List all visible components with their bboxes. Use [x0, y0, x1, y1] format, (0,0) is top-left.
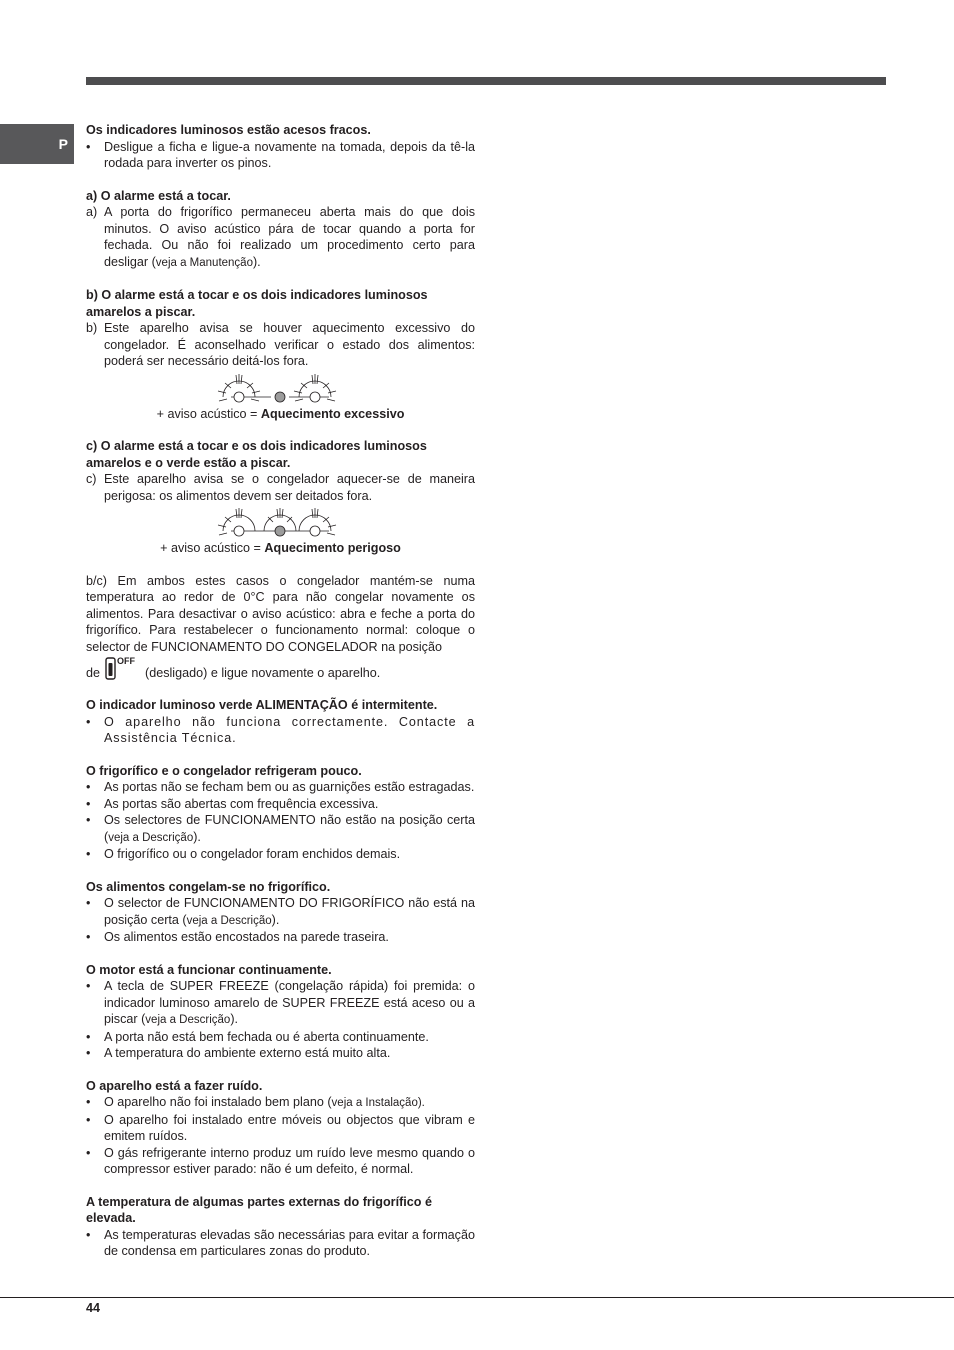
list-item-text: A porta não está bem fechada ou é aberta continuamente.: [104, 1029, 429, 1044]
list-item: • As portas não se fecham bem ou as guarnições estão estragadas.: [86, 780, 475, 794]
list-item-text: O selector de FUNCIONAMENTO DO FRIGORÍFICO não está na posição certa (: [104, 896, 475, 927]
selector-off-icon: [103, 655, 143, 681]
list-item-text: Este aparelho avisa se houver aquecimento excessivo do congelador. É aconselhado verificar o estado dos alimentos: poderá ser necessário deitá-los fora.: [104, 321, 475, 368]
list-item: • As portas são abertas com frequência excessiva.: [86, 796, 379, 811]
list-item-text: Este aparelho avisa se o congelador aquecer-se de maneira perigosa: os alimentos devem ser deitados fora.: [104, 472, 475, 503]
blinking-led-icon: [216, 505, 346, 539]
section-heading: O frigorífico e o congelador refrigeram pouco.: [86, 763, 362, 778]
list-item: a) A porta do frigorífico permaneceu aberta mais do que dois minutos. O aviso acústico pára de tocar quando a porta for fechada. Ou não foi realizado um procedimento certo para desligar (veja a Manutenção).: [86, 205, 475, 269]
paragraph-continued: de OFF (desligado) e ligue novamente o aparelho.: [86, 656, 381, 680]
list-item: • A tecla de SUPER FREEZE (congelação rápida) foi premida: o indicador luminoso amarelo de SUPER FREEZE está aceso ou a piscar (veja a Descrição).: [86, 979, 475, 1026]
paragraph: b/c) Em ambos estes casos o congelador mantém-se numa temperatura ao redor de 0°C para não congelar novamente os alimentos. Para desactivar o aviso acústico: abra e feche a porta do frigorífico. Para restabelecer o funcionamento normal: coloque o selector de FUNCIONAMENTO DO CONGELADOR na posição: [86, 573, 475, 654]
list-item: • O aparelho não funciona correctamente. Contacte a Assistência Técnica.: [86, 714, 475, 745]
caption-bold: Aquecimento excessivo: [260, 406, 405, 421]
language-tab: P: [0, 124, 74, 164]
list-item: [86, 471, 475, 504]
section-heading: O aparelho está a fazer ruído.: [86, 1078, 263, 1093]
section-heading: Os indicadores luminosos estão acesos fracos.: [86, 123, 371, 137]
cross-reference: veja a Descrição: [108, 831, 194, 844]
cross-reference: veja a Instalação).: [331, 1097, 425, 1109]
off-label: OFF: [117, 656, 136, 666]
list-item-text: O frigorífico ou o congelador foram enchidos demais.: [104, 847, 401, 861]
blinking-led-icon: [216, 371, 346, 405]
cross-reference: veja a Descrição: [145, 1014, 231, 1026]
section-heading: a) O alarme está a tocar.: [86, 188, 231, 203]
item-marker: c): [86, 472, 97, 486]
list-item: • O frigorífico ou o congelador foram enchidos demais.: [86, 847, 401, 861]
troubleshooting-column: [86, 122, 475, 1260]
section-heading: Os alimentos congelam-se no frigorífico.: [86, 879, 331, 894]
list-item-text: O aparelho foi instalado entre móveis ou objectos que vibram e emitem ruídos.: [104, 1112, 475, 1143]
list-item: [86, 139, 475, 172]
list-item-text: A porta do frigorífico permaneceu aberta mais do que dois minutos. O aviso acústico pára de tocar quando a porta for fechada. Ou não foi realizado um procedimento certo para desligar (: [104, 205, 475, 269]
list-item: • O aparelho não foi instalado bem plano (veja a Instalação).: [86, 1095, 425, 1109]
list-item-text: A tecla de SUPER FREEZE (congelação rápida) foi premida: o indicador luminoso amarelo de SUPER FREEZE está aceso ou a piscar (: [104, 979, 475, 1026]
item-marker: b): [86, 321, 98, 335]
item-marker: a): [86, 205, 98, 219]
list-item-text: Os selectores de FUNCIONAMENTO não estão na posição certa (: [104, 813, 475, 844]
section-heading: c) O alarme está a tocar e os dois indicadores luminosos amarelos e o verde estão a piscar.: [86, 439, 427, 470]
list-item-text: Os alimentos estão encostados na parede traseira.: [104, 930, 389, 944]
cross-reference: veja a Descrição: [186, 914, 272, 927]
bottom-rule: [0, 1297, 954, 1298]
list-item: • O aparelho foi instalado entre móveis ou objectos que vibram e emitem ruídos.: [86, 1112, 475, 1143]
section-heading: O motor está a funcionar continuamente.: [86, 962, 332, 977]
indicator-figure-excessive: [86, 371, 475, 405]
figure-caption: + aviso acústico = Aquecimento perigoso: [160, 541, 401, 555]
list-item-text: O aparelho não foi instalado bem plano (: [104, 1095, 332, 1109]
list-item-text: As temperaturas elevadas são necessárias para evitar a formação de condensa em particulares zonas do produto.: [104, 1227, 475, 1258]
bullet: •: [86, 139, 91, 154]
indicator-figure-dangerous: [86, 505, 475, 539]
list-item: • O selector de FUNCIONAMENTO DO FRIGORÍFICO não está na posição certa (veja a Descrição).: [86, 896, 475, 927]
top-rule: [86, 77, 886, 85]
list-item-text: A temperatura do ambiente externo está muito alta.: [104, 1046, 391, 1060]
list-item: • A temperatura do ambiente externo está muito alta.: [86, 1046, 391, 1060]
list-item-text: O gás refrigerante interno produz um ruído leve mesmo quando o compressor estiver parado: não é um defeito, é normal.: [104, 1145, 475, 1176]
list-item-text: O aparelho não funciona correctamente. Contacte a Assistência Técnica.: [104, 714, 475, 745]
figure-caption: + aviso acústico = Aquecimento excessivo: [156, 406, 405, 421]
caption-bold: Aquecimento perigoso: [264, 541, 401, 555]
cross-reference: veja a Manutenção: [155, 256, 253, 269]
list-item-text: As portas não se fecham bem ou as guarnições estão estragadas.: [104, 780, 475, 794]
list-item: • Os alimentos estão encostados na parede traseira.: [86, 930, 389, 944]
list-item-text: Desligue a ficha e ligue-a novamente na tomada, depois da tê-la rodada para inverter os pinos.: [104, 139, 475, 170]
page-number: 44: [86, 1301, 101, 1315]
list-item: • Os selectores de FUNCIONAMENTO não estão na posição certa (veja a Descrição).: [86, 813, 475, 844]
section-heading: A temperatura de algumas partes externas do frigorífico é elevada.: [86, 1194, 432, 1225]
list-item-text: As portas são abertas com frequência excessiva.: [104, 796, 379, 811]
list-item: • As temperaturas elevadas são necessárias para evitar a formação de condensa em particulares zonas do produto.: [86, 1227, 475, 1258]
list-item: • A porta não está bem fechada ou é aberta continuamente.: [86, 1029, 429, 1044]
section-heading: O indicador luminoso verde ALIMENTAÇÃO é intermitente.: [86, 698, 438, 712]
list-item: [86, 320, 475, 370]
section-heading: b) O alarme está a tocar e os dois indicadores luminosos amarelos a piscar.: [86, 288, 428, 319]
list-item: • O gás refrigerante interno produz um ruído leve mesmo quando o compressor estiver parado: não é um defeito, é normal.: [86, 1145, 475, 1176]
